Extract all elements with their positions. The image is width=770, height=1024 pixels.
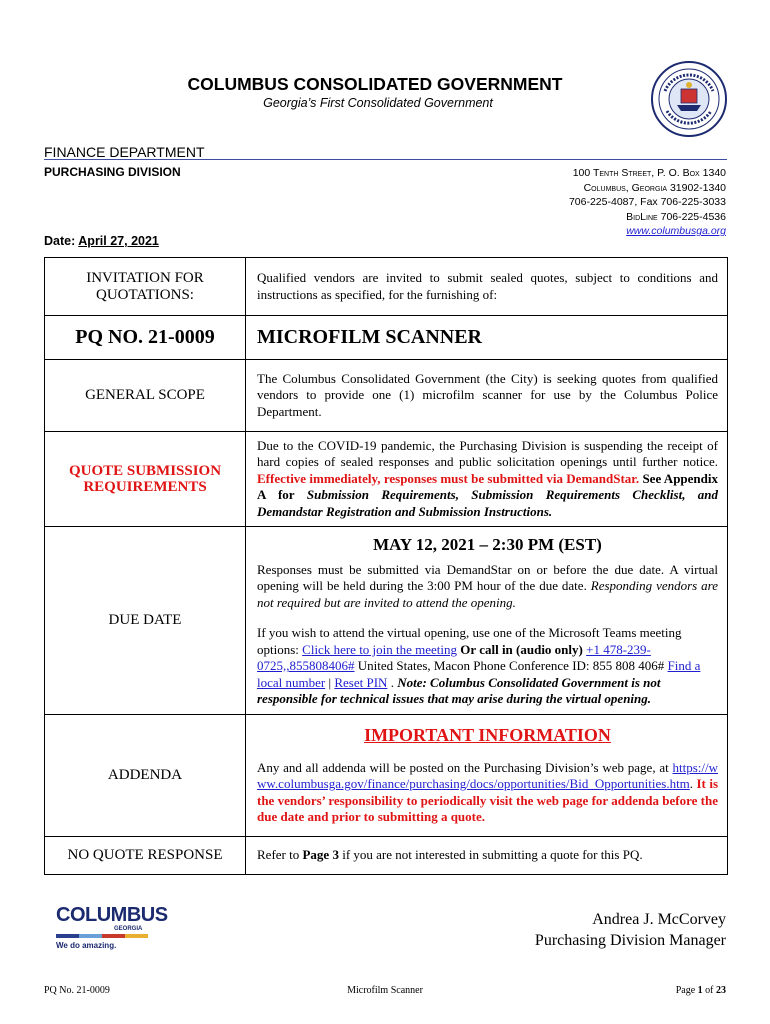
- address-line-1: 100 Tenth Street, P. O. Box 1340: [572, 167, 726, 179]
- pq-item: MICROFILM SCANNER: [246, 316, 728, 360]
- document-date: [44, 234, 159, 248]
- due-para-2: If you wish to attend the virtual opening, use one of the Microsoft Teams meeting options: Click here to join the meeting Or call in (audio only) +1 478-239-0725,,855808406# United States, Macon Phone Conference ID: 855 808 406# Find a local number | Reset PIN . Note: Columbus Consolidated Government is not responsible for technical issues that may arise during the virtual opening.: [257, 625, 701, 707]
- due-datetime: MAY 12, 2021 – 2:30 PM (EST): [373, 535, 602, 555]
- submission-text: Due to the COVID-19 pandemic, the Purchasing Division is suspending the receipt of hard copies of sealed responses and public solicitation openings until further notice. Effective immediately, responses must be submitted via DemandStar. See Appendix A for Submission Requirements, Submission Requirements Checklist, and Demandstar Registration and Submission Instructions.: [246, 432, 728, 527]
- row-addenda: [45, 715, 728, 837]
- footer-title: Microfilm Scanner: [347, 985, 423, 996]
- logo-color-bar: [56, 934, 148, 938]
- address-bidline: BidLine 706-225-4536: [626, 210, 726, 223]
- address-line-2: Columbus, Georgia 31902-1340: [583, 181, 726, 194]
- address-phone-fax: 706-225-4087, Fax 706-225-3033: [568, 196, 726, 208]
- department-name: FINANCE DEPARTMENT: [44, 144, 205, 160]
- signatory-title: Purchasing Division Manager: [534, 932, 726, 949]
- address-block: [569, 166, 726, 239]
- important-info-heading: IMPORTANT INFORMATION: [364, 725, 611, 746]
- row-general-scope: [45, 360, 728, 432]
- no-quote-label: NO QUOTE RESPONSE: [45, 837, 246, 875]
- bid-opportunities-link[interactable]: https://www.columbusga.gov/finance/purchasing/docs/opportunities/Bid_Opportunities.htm: [257, 759, 718, 792]
- header-divider: [44, 159, 727, 160]
- due-para-1: Responses must be submitted via DemandStar on or before the due date. A virtual opening will be held during the 3:00 PM hour of the due date. Responding vendors are not required but are invited to attend the opening.: [257, 561, 719, 610]
- submission-label: QUOTE SUBMISSION REQUIREMENTS: [45, 432, 246, 527]
- row-no-quote: [45, 837, 728, 875]
- document-subtitle: Georgia’s First Consolidated Government: [263, 96, 493, 110]
- scope-text: The Columbus Consolidated Government (the City) is seeking quotes from qualified vendors to provide one (1) microfilm scanner for use by the Columbus Police Department.: [246, 360, 728, 432]
- pq-number: PQ NO. 21-0009: [45, 316, 246, 360]
- city-seal-icon: [651, 61, 727, 137]
- due-date-label: DUE DATE: [45, 527, 246, 715]
- date-value: April 27, 2021: [78, 234, 159, 248]
- row-submission: [45, 432, 728, 527]
- date-label: Date:: [44, 234, 76, 248]
- demandstar-notice: Effective immediately, responses must be submitted via DemandStar.: [257, 470, 640, 486]
- logo-word: COLUMBUS: [56, 904, 168, 926]
- columbus-logo: [56, 904, 168, 955]
- addenda-label: ADDENDA: [45, 715, 246, 837]
- addenda-text: [246, 715, 728, 837]
- reset-pin-link[interactable]: Reset PIN: [334, 674, 388, 690]
- footer-page-number: Page 1 of 23: [675, 985, 726, 996]
- division-name: PURCHASING DIVISION: [44, 165, 181, 179]
- due-date-text: [246, 527, 728, 715]
- document-title: COLUMBUS CONSOLIDATED GOVERNMENT: [187, 74, 563, 94]
- website-link[interactable]: www.columbusga.org: [626, 225, 726, 237]
- join-meeting-link[interactable]: Click here to join the meeting: [302, 641, 458, 657]
- logo-state: GEORGIA: [114, 926, 143, 932]
- logo-tagline: We do amazing.: [56, 941, 117, 950]
- no-quote-text: Refer to Page 3 if you are not interested in submitting a quote for this PQ.: [246, 837, 728, 875]
- row-invitation: [45, 258, 728, 316]
- signatory-name: Andrea J. McCorvey: [592, 911, 726, 928]
- footer-pq-number: PQ No. 21-0009: [44, 985, 110, 996]
- quotation-table: [44, 257, 728, 875]
- invitation-text: Qualified vendors are invited to submit sealed quotes, subject to conditions and instructions as specified, for the furnishing of:: [246, 258, 728, 316]
- row-due-date: [45, 527, 728, 715]
- invitation-label: INVITATION FOR QUOTATIONS:: [45, 258, 246, 316]
- find-local-number-link[interactable]: Find a local number: [257, 658, 701, 690]
- addenda-paragraph: Any and all addenda will be posted on the Purchasing Division’s web page, at https://www.columbusga.gov/finance/purchasing/docs/opportunities/Bid_Opportunities.htm. It is the vendors’ responsibility to periodically visit the web page for addenda before the due date and prior to submitting a quote.: [257, 759, 719, 825]
- row-pq-number: [45, 316, 728, 360]
- scope-label: GENERAL SCOPE: [45, 360, 246, 432]
- call-in-phone-link[interactable]: +1 478-239-0725,,855808406#: [257, 641, 651, 674]
